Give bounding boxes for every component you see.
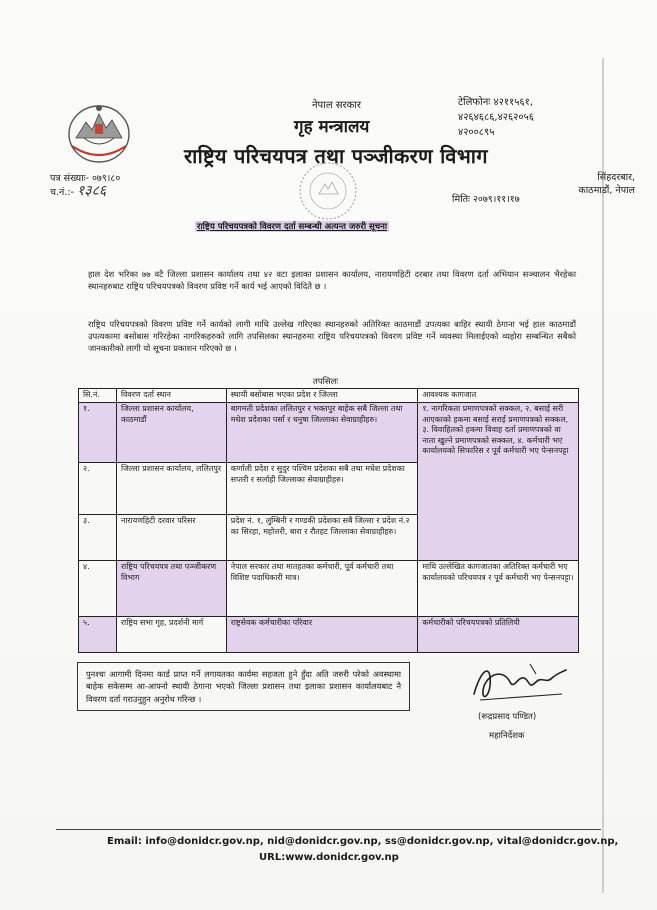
letter-date: मितिः २०७९।११।१७: [452, 194, 520, 205]
row-documents: कर्मचारीको परिचयपत्रको प्रतिलिपी: [418, 617, 579, 653]
footer-url: URL:www.donidcr.gov.np: [259, 852, 399, 863]
department-name: राष्ट्रिय परिचयपत्र तथा पञ्जीकरण विभाग: [184, 144, 488, 168]
row-documents: माथि उल्लेखित कागजातका अतिरिक्त कर्मचारी भए कार्यालयको परिचयपत्र र पूर्व कर्मचारी भए पेन्सनपट्टा।: [418, 561, 579, 617]
reference-block: [50, 172, 120, 199]
dispatch-number-row: [50, 185, 120, 199]
row-place: राष्ट्रिय सभा गृह, प्रदर्शनी मार्ग: [116, 617, 226, 653]
row-sn: ५.: [79, 617, 117, 653]
table-header-row: [79, 389, 579, 403]
row-sn: ३.: [79, 515, 117, 561]
row-sn: १.: [79, 403, 117, 463]
dispatch-label: च.नं.:-: [50, 187, 74, 198]
signatory-name: (रूद्रप्रसाद पण्डित): [478, 712, 537, 722]
official-stamp-icon: [297, 160, 359, 222]
signatory-title: महानिर्देशक: [489, 731, 525, 741]
signature-icon: [470, 656, 570, 708]
schedule-label: तपसिलः: [313, 377, 339, 387]
phone-line-3: ४२००८९५: [458, 127, 495, 138]
row-districts: राष्ट्रसेवक कर्मचारीका परिवार: [226, 617, 418, 653]
footer-divider: [56, 829, 601, 830]
footer-email: Email: info@donidcr.gov.np, nid@donidcr.gov.np, ss@donidcr.gov.np, vital@donidcr.gov.np,: [107, 836, 619, 847]
notice-title: राष्ट्रिय परिचयपत्रको विवरण दर्ता सम्बन्धी अत्यन्त जरुरी सूचना: [197, 222, 388, 232]
row-districts: कर्णाली प्रदेश र सुदुर पश्चिम प्रदेशका सबै तथा मधेश प्रदेशका सप्तरी र सर्लाही जिल्लाका सेवाग्राहीहरु।: [226, 463, 418, 515]
table-row: [79, 403, 579, 463]
table-header-documents: आवश्यक कागजात: [418, 389, 579, 403]
phone-line-1: टेलिफोनः ४२११५६१,: [458, 97, 534, 108]
row-districts: बागमती प्रदेशका ललितपुर र भक्तपुर बाहेक सबै जिल्ला तथा मधेश प्रदेशका पर्सा र धनुषा जिल्लाका सेवाग्राहीहरु।: [226, 403, 418, 463]
table-header-districts: स्थायी बसोबास भएका प्रदेश र जिल्ला: [226, 389, 418, 403]
table-header-sn: सि.नं.: [79, 389, 117, 403]
ministry-name: गृह मन्त्रालय: [294, 117, 370, 137]
address-block: [578, 171, 635, 197]
row-districts: प्रदेश नं. १, लुम्बिनी र गण्डकी प्रदेशका सबै जिल्ला र प्रदेश नं.२ का सिरहा, महोत्तरी, बारा र रौतहट जिल्लाका सेवाग्राहीहरु।: [226, 515, 418, 561]
row-districts: नेपाल सरकार तथा मातहतका कर्मचारी, पूर्व कर्मचारी तथा विशिष्ट पदाधिकारी मात्र।: [226, 561, 418, 617]
row-sn: ४.: [79, 561, 117, 617]
dispatch-number: १३८६: [77, 183, 107, 199]
paragraph-1: हाल देश भरिका ७७ वटै जिल्ला प्रशासन कार्यालय तथा ४२ वटा इलाका प्रशासन कार्यालय, नारायणहिटी दरबार तथा विवरण दर्ता अभियान सञ्चालन भैरहेका स्थानहरुबाट राष्ट्रिय परिचयपत्रको विवरण प्रविष्ट गर्ने कार्य भई आएको विदितै छ ।: [88, 269, 576, 292]
phone-block: [458, 95, 588, 140]
address-line-1: सिंहदरबार,: [597, 172, 635, 183]
row-place: जिल्ला प्रशासन कार्यालय, काठमाडौं: [116, 403, 226, 463]
table-row: [79, 561, 579, 617]
letter-number: पत्र संख्याः- ०७९।८०: [50, 173, 121, 184]
phone-line-2: ४२६४६८६,४२६२०५६: [458, 112, 534, 123]
row-place: राष्ट्रिय परिचयपत्र तथा पञ्जीकरण विभाग: [116, 561, 226, 617]
row-place: जिल्ला प्रशासन कार्यालय, ललितपुर: [116, 463, 226, 515]
postscript-note: पुनश्चः आगामी दिनमा कार्ड प्राप्त गर्ने लगायतका कार्यमा सहजता हुने हुँदा अति जरुरी परेको अवस्थामा बाहेक सकेसम्म आ-आफ्नो स्थायी ठेगाना भएको जिल्ला प्रशासन तथा इलाका प्रशासन कार्यालयबाट नै विवरण दर्ता गराउनुहुन अनुरोध गरिन्छ ।: [77, 662, 410, 711]
address-line-2: काठमाडौं, नेपाल: [578, 185, 635, 196]
row-documents: १. नागरिकता प्रमाणपत्रको सक्कल, २. बसाई सरी आएकाको हकमा बसाई सराई प्रमाणपत्रको सक्कल, ३. विवाहितको हकमा विवाह दर्ता प्रमाणपत्रको वा नाता खुल्ने प्रमाणपत्रको सक्कल, ४. कर्मचारी भए कार्यालयको सिफारिस र पूर्व कर्मचारी भए पेन्सनपट्टा: [418, 403, 579, 561]
paragraph-2: राष्ट्रिय परिचयपत्रको विवरण प्रविष्ट गर्ने कार्यको लागी माथि उल्लेख गरिएका स्थानहरुको अतिरिक्त काठमाडौं उपत्यका बाहिर स्थायी ठेगाना भई हाल काठमाडौं उपत्यकामा बसोबास गरिरहेका नागरिकहरुको लागि तपसिलका स्थानहरुमा राष्ट्रिय परिचयपत्रको विवरण प्रविष्ट गर्ने व्यवस्था मिलाईएको व्यहोरा सम्बन्धित सबैको जानकारीको लागी यो सूचना प्रकाशन गरिएको छ ।: [88, 319, 576, 354]
row-sn: २.: [79, 463, 117, 515]
row-place: नारायणहिटी दरवार परिसर: [116, 515, 226, 561]
table-row: [79, 617, 579, 653]
nepal-emblem-icon: [64, 98, 134, 166]
registration-places-table: [78, 388, 579, 653]
table-header-place: विवरण दर्ता स्थान: [116, 389, 226, 403]
government-name: नेपाल सरकार: [312, 100, 361, 111]
